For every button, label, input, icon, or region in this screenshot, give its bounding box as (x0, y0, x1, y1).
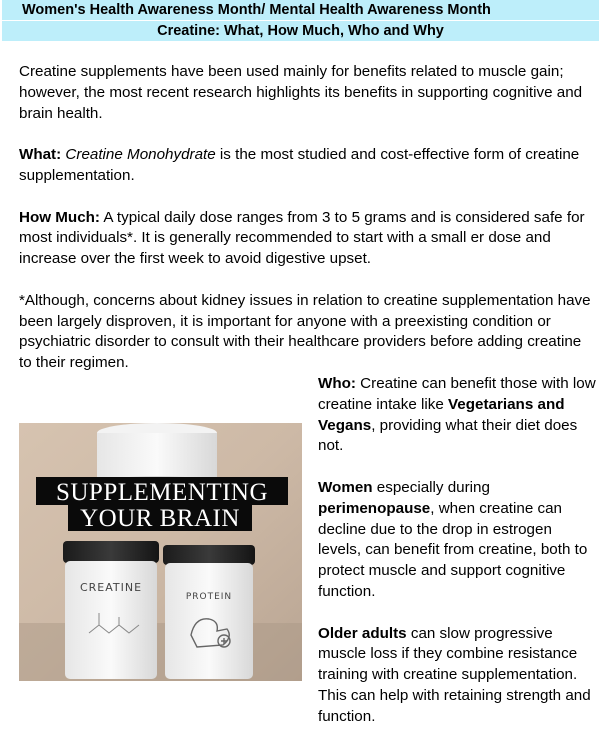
women-paragraph (318, 478, 598, 603)
what-label: What: (19, 146, 62, 164)
jar-label-creatine: CREATINE (79, 581, 143, 594)
who-text-1: Creatine can benefit those with low creatine intake like (318, 375, 596, 413)
jar-label-protein: PROTEIN (185, 592, 233, 602)
protein-jar (163, 545, 255, 679)
women-text-2: , when creatine can decline due to the drop in estrogen levels, can benefit from creatine, both to protect muscle and support cognitive function. (318, 499, 588, 600)
headline-banner (36, 477, 288, 532)
header-title: Women's Health Awareness Month/ Mental Health Awareness Month (2, 0, 599, 20)
older-bold: Older adults (318, 624, 407, 642)
how-much-text: A typical daily dose ranges from 3 to 5 grams and is considered safe for most individuals*. It is generally recommended to start with a small er dose and increase over the first week to avoid digestive upset. (19, 208, 585, 268)
disclaimer-paragraph: *Although, concerns about kidney issues in relation to creatine supplementation have been largely disproven, it is important for anyone with a preexisting condition or psychiatric disorder to consult with their healthcare providers before adding creatine to their regimen. (19, 291, 591, 372)
audience-column (318, 374, 598, 728)
what-italic: Creatine Monohydrate (65, 146, 216, 164)
who-text-2: , providing what their diet does not. (318, 416, 578, 455)
header-subtitle: Creatine: What, How Much, Who and Why (2, 21, 599, 41)
banner-line-2: YOUR BRAIN (80, 505, 240, 532)
older-paragraph (318, 624, 598, 728)
article-body (19, 62, 594, 374)
creatine-jar (63, 541, 159, 679)
women-bold-2: perimenopause (318, 499, 431, 517)
supplement-jars-image (19, 423, 302, 681)
banner-line-1: SUPPLEMENTING (55, 479, 269, 506)
how-much-paragraph (19, 208, 594, 270)
intro-paragraph: Creatine supplements have been used mainly for benefits related to muscle gain; however, the most recent research highlights its benefits in supporting cognitive and brain health. (19, 63, 583, 122)
older-text: can slow progressive muscle loss if they combine resistance training with creatine supplementation. This can help with retaining strength and function. (318, 624, 591, 725)
who-paragraph (318, 374, 598, 457)
what-paragraph (19, 145, 594, 187)
header-banner (0, 0, 601, 42)
who-label: Who: (318, 375, 356, 392)
what-text: is the most studied and cost-effective form of creatine supplementation. (19, 146, 580, 184)
how-much-label: How Much: (19, 208, 100, 226)
women-text-1: especially during (372, 478, 490, 496)
who-bold: Vegetarians and Vegans (318, 395, 565, 434)
women-bold-1: Women (318, 478, 373, 496)
